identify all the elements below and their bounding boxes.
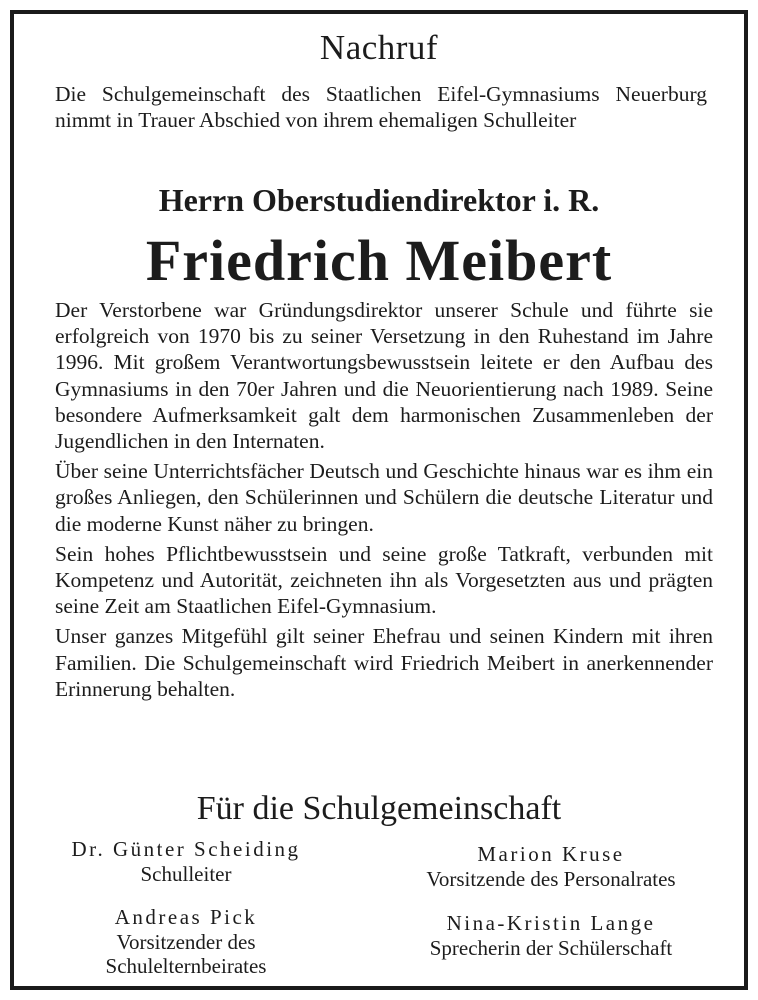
signatory-role: Vorsitzende des Personalrates <box>426 867 676 891</box>
obituary-notice <box>10 10 748 990</box>
on-behalf-heading: Für die Schulgemeinschaft <box>196 790 562 827</box>
signatory-role: Vorsitzender des Schulelternbeirates <box>105 930 267 978</box>
obituary-body <box>55 297 713 706</box>
body-paragraph: Der Verstorbene war Gründungsdirektor unserer Schule und führte sie erfolgreich von 1970 bis zu seiner Versetzung in den Ruhestand im Jahre 1996. Mit großem Verantwortungsbewusstsein leitete er den Aufbau des Gymnasiums in den 70er Jahren und die Neuorientierung nach 1989. Seine besondere Aufmerksamkeit galt dem harmonischen Zusammenleben der Jugendlichen in den Internaten. <box>55 298 713 454</box>
notice-title: Nachruf <box>319 28 439 67</box>
signatory <box>386 842 716 891</box>
intro-text: Die Schulgemeinschaft des Staatlichen Eifel-Gymnasiums Neuerburg nimmt in Trauer Abschied von ihrem ehemaligen Schulleiter <box>55 82 707 132</box>
honorific-title: Herrn Oberstudiendirektor i. R. <box>158 182 600 218</box>
signatory-role: Sprecherin der Schülerschaft <box>429 936 673 960</box>
signatory-name: Dr. Günter Scheiding <box>71 837 301 861</box>
signatory-role: Schulleiter <box>140 862 232 886</box>
signatory-name: Nina-Kristin Lange <box>446 911 656 935</box>
signatory <box>46 905 326 978</box>
signatory <box>46 837 326 886</box>
signatory <box>386 911 716 960</box>
deceased-name: Friedrich Meibert <box>145 228 613 293</box>
body-paragraph: Unser ganzes Mitgefühl gilt seiner Ehefrau und seinen Kindern mit ihren Familien. Die Schulgemeinschaft wird Friedrich Meibert in anerkennender Erinnerung behalten. <box>55 624 713 701</box>
body-paragraph: Über seine Unterrichtsfächer Deutsch und Geschichte hinaus war es ihm ein großes Anliegen, den Schülerinnen und Schülern die deutsche Literatur und die moderne Kunst näher zu bringen. <box>55 459 713 536</box>
signatory-name: Marion Kruse <box>477 842 625 866</box>
body-paragraph: Sein hohes Pflichtbewusstsein und seine große Tatkraft, verbunden mit Kompetenz und Autorität, zeichneten ihn als Vorgesetzten aus und prägten seine Zeit am Staatlichen Eifel-Gymnasium. <box>55 541 713 619</box>
signatory-name: Andreas Pick <box>114 905 258 929</box>
